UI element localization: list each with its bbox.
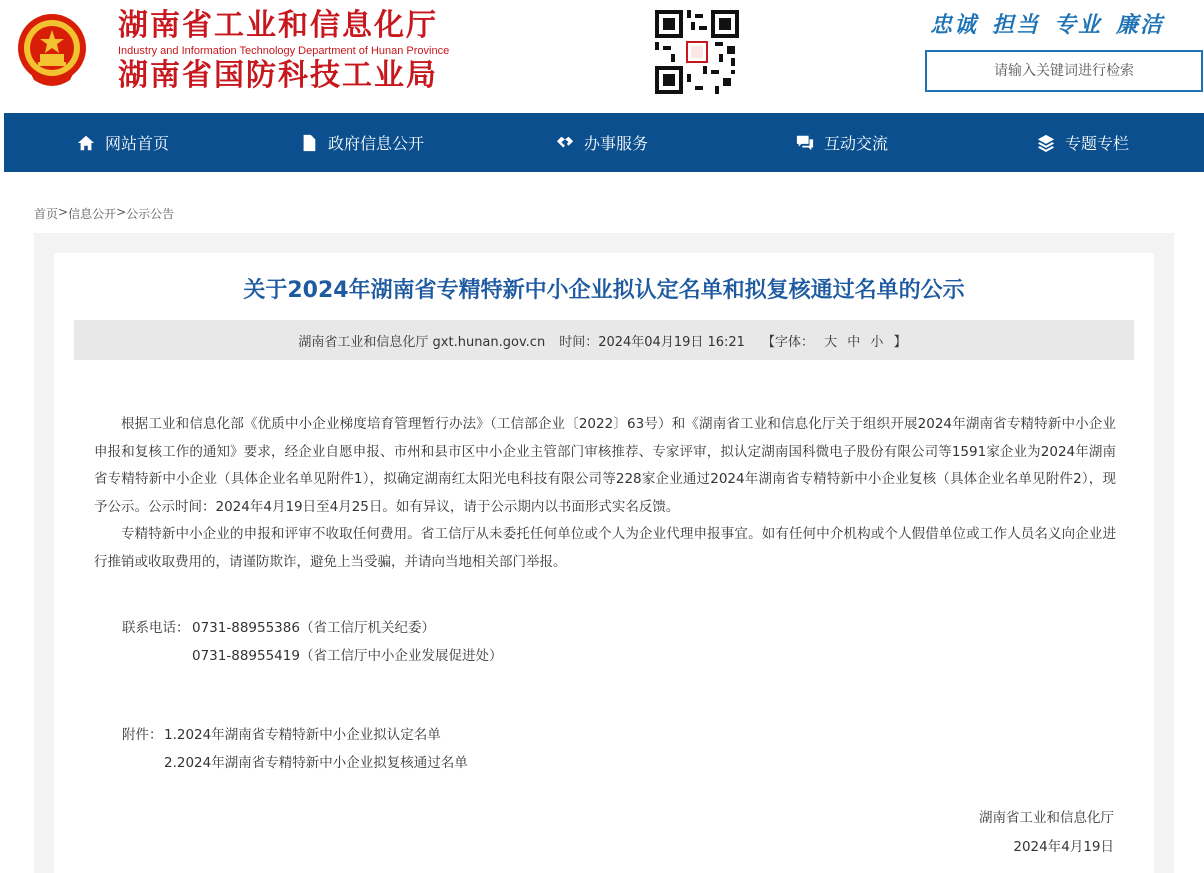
font-size-medium[interactable]: 中 [847,334,861,350]
article-meta [74,320,1134,360]
attachments-label: 附件： [122,727,163,743]
nav-item-topics[interactable] [1037,113,1129,172]
nav-item-home[interactable] [77,113,169,172]
breadcrumb-separator: > [116,205,127,219]
qr-code-icon [655,10,739,94]
slogan-word: 忠诚 [930,13,979,38]
breadcrumb [34,205,174,222]
contact-phone: 0731-88955419（省工信厅中小企业发展促进处） [192,648,503,664]
font-size-switcher [759,331,910,350]
font-size-large[interactable]: 大 [824,334,838,350]
main-nav [4,113,1204,172]
article-source: 湖南省工业和信息化厅 gxt.hunan.gov.cn [298,334,546,350]
nav-item-label: 专题专栏 [1065,134,1130,153]
article-container [54,253,1154,873]
nav-item-interaction[interactable] [796,113,888,172]
contact-label: 联系电话： [122,620,190,636]
national-emblem-icon [16,12,88,88]
font-size-close: 】 [893,334,907,350]
site-header [0,0,1204,113]
site-title-english: Industry and Information Technology Department of Hunan Province [118,45,450,57]
document-icon [300,134,318,152]
nav-item-label: 政府信息公开 [328,134,425,153]
article-time: 时间：2024年04月19日 16:21 [559,334,745,350]
slogan [930,8,1164,39]
search-box [925,50,1203,92]
site-title-primary: 湖南省工业和信息化厅 [118,8,438,43]
breadcrumb-info[interactable]: 信息公开 [68,207,117,221]
article-paragraph: 根据工业和信息化部《优质中小企业梯度培育管理暂行办法》（工信部企业〔2022〕63号）和《湖南省工业和信息化厅关于组织开展2024年湖南省专精特新中小企业申报和复核工作的通知》要求，经企业自愿申报、市州和县市区中小企业主管部门审核推荐、专家评审，拟认定湖南国科微电子股份有限公司等1591家企业为2024年湖南省专精特新中小企业（具体企业名单见附件1），拟确定湖南红太阳光电科技有限公司等228家企业通过2024年湖南省专精特新中小企业复核（具体企业名单见附件2），现予公示。公示时间：2024年4月19日至4月25日。如有异议，请于公示期内以书面形式实名反馈。 [94,416,1116,515]
slogan-word: 廉洁 [1116,13,1165,38]
slogan-word: 专业 [1054,13,1103,38]
attachment-link[interactable]: 2.2024年湖南省专精特新中小企业拟复核通过名单 [164,755,468,771]
nav-item-services[interactable] [556,113,648,172]
chat-icon [796,134,814,152]
signature-date: 2024年4月19日 [1013,839,1114,855]
article-title: 关于2024年湖南省专精特新中小企业拟认定名单和拟复核通过名单的公示 [243,278,965,303]
font-size-label: 【字体： [761,334,814,350]
breadcrumb-home[interactable]: 首页 [34,207,59,221]
nav-item-gov-info[interactable] [300,113,424,172]
attachment-link[interactable]: 1.2024年湖南省专精特新中小企业拟认定名单 [164,727,441,743]
site-title-block [118,8,449,94]
search-input[interactable] [927,52,1201,90]
layers-icon [1037,134,1055,152]
signature-block [979,804,1114,862]
nav-item-label: 网站首页 [105,134,170,153]
nav-item-label: 办事服务 [584,134,649,153]
article-paragraph: 专精特新中小企业的申报和评审不收取任何费用。省工信厅从未委托任何单位或个人为企业代理申报事宜。如有任何中介机构或个人假借单位或工作人员名义向企业进行推销或收取费用的，请谨防欺诈，避免上当受骗，并请向当地相关部门举报。 [94,526,1116,570]
home-icon [77,134,95,152]
contact-block [122,614,502,670]
nav-item-label: 互动交流 [824,134,889,153]
slogan-word: 担当 [992,13,1041,38]
breadcrumb-notice[interactable]: 公示公告 [126,207,175,221]
signature-org: 湖南省工业和信息化厅 [979,810,1114,826]
site-title-secondary: 湖南省国防科技工业局 [118,58,438,93]
article-body [94,411,1116,576]
handshake-icon [556,134,574,152]
breadcrumb-separator: > [58,205,69,219]
attachments-block [122,721,468,777]
contact-phone: 0731-88955386（省工信厅机关纪委） [192,620,435,636]
font-size-small[interactable]: 小 [870,334,884,350]
